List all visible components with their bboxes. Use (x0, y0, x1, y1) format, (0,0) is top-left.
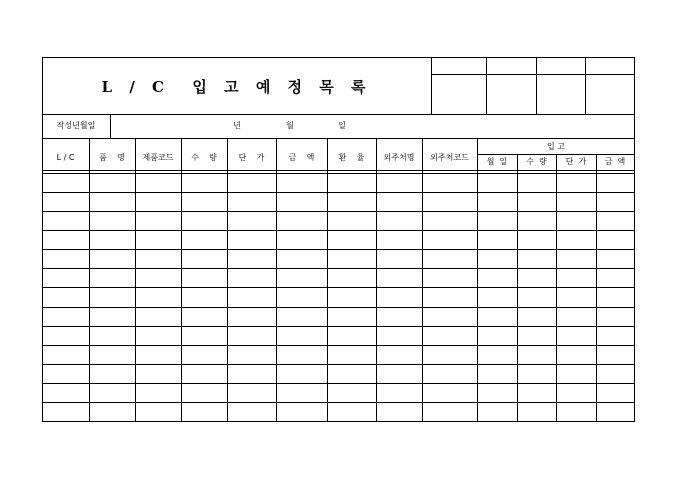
approval-divider (431, 57, 432, 114)
col-divider (376, 138, 377, 422)
col-divider (596, 154, 597, 422)
border-top (42, 57, 635, 58)
border-bottom (42, 421, 635, 422)
title-separator (42, 114, 635, 115)
col-header-incoming: 입 고 (547, 142, 565, 151)
table-row-line (42, 307, 635, 308)
form-title: L / C 입 고 예 정 목 록 (101, 78, 372, 96)
approval-divider (486, 57, 487, 114)
col-divider (276, 138, 277, 422)
approval-divider (585, 57, 586, 114)
col-header-exchange-rate: 환 율 (338, 153, 365, 162)
table-row-line (42, 345, 635, 346)
col-divider (227, 138, 228, 422)
col-header-incoming-quantity: 수 량 (526, 157, 547, 166)
col-divider (135, 138, 136, 422)
incoming-schedule-form (42, 57, 635, 422)
table-row-line (42, 364, 635, 365)
approval-divider (536, 57, 537, 114)
table-row-line (42, 211, 635, 212)
col-header-incoming-date: 월 일 (486, 157, 508, 166)
table-row-line (42, 192, 635, 193)
col-header-product-code: 제품코드 (142, 153, 174, 162)
header-top-line (42, 138, 635, 139)
col-header-lc: L / C (56, 153, 75, 162)
col-header-quantity: 수 량 (191, 153, 217, 162)
col-divider (422, 138, 423, 422)
table-row-line (42, 326, 635, 327)
header-bottom-line (42, 173, 635, 174)
col-header-incoming-amount: 금 액 (604, 157, 626, 166)
col-divider (89, 138, 90, 422)
table-row-line (42, 383, 635, 384)
col-header-unit-price: 단 가 (238, 153, 265, 162)
table-row-line (42, 268, 635, 269)
col-header-item-name: 품 명 (99, 153, 125, 162)
header-bottom-line (42, 170, 635, 171)
col-header-amount: 금 액 (288, 153, 315, 162)
col-header-vendor-code: 외주처코드 (430, 153, 469, 162)
date-year-label: 년 (233, 121, 241, 130)
date-month-label: 월 (286, 121, 294, 130)
date-label: 작성년월일 (56, 121, 96, 130)
table-row-line (42, 287, 635, 288)
border-right (634, 57, 635, 422)
date-label-divider (110, 114, 111, 138)
date-day-label: 일 (338, 121, 346, 130)
table-row-line (42, 230, 635, 231)
col-header-incoming-unit-price: 단 가 (565, 157, 587, 166)
approval-header-line (431, 74, 635, 75)
col-divider (181, 138, 182, 422)
incoming-group-line (477, 154, 635, 155)
col-divider (477, 138, 478, 422)
col-divider (556, 154, 557, 422)
col-divider (327, 138, 328, 422)
border-left (42, 57, 43, 422)
col-divider (517, 154, 518, 422)
table-row-line (42, 402, 635, 403)
table-row-line (42, 249, 635, 250)
col-header-vendor-name: 외주처명 (383, 153, 415, 162)
